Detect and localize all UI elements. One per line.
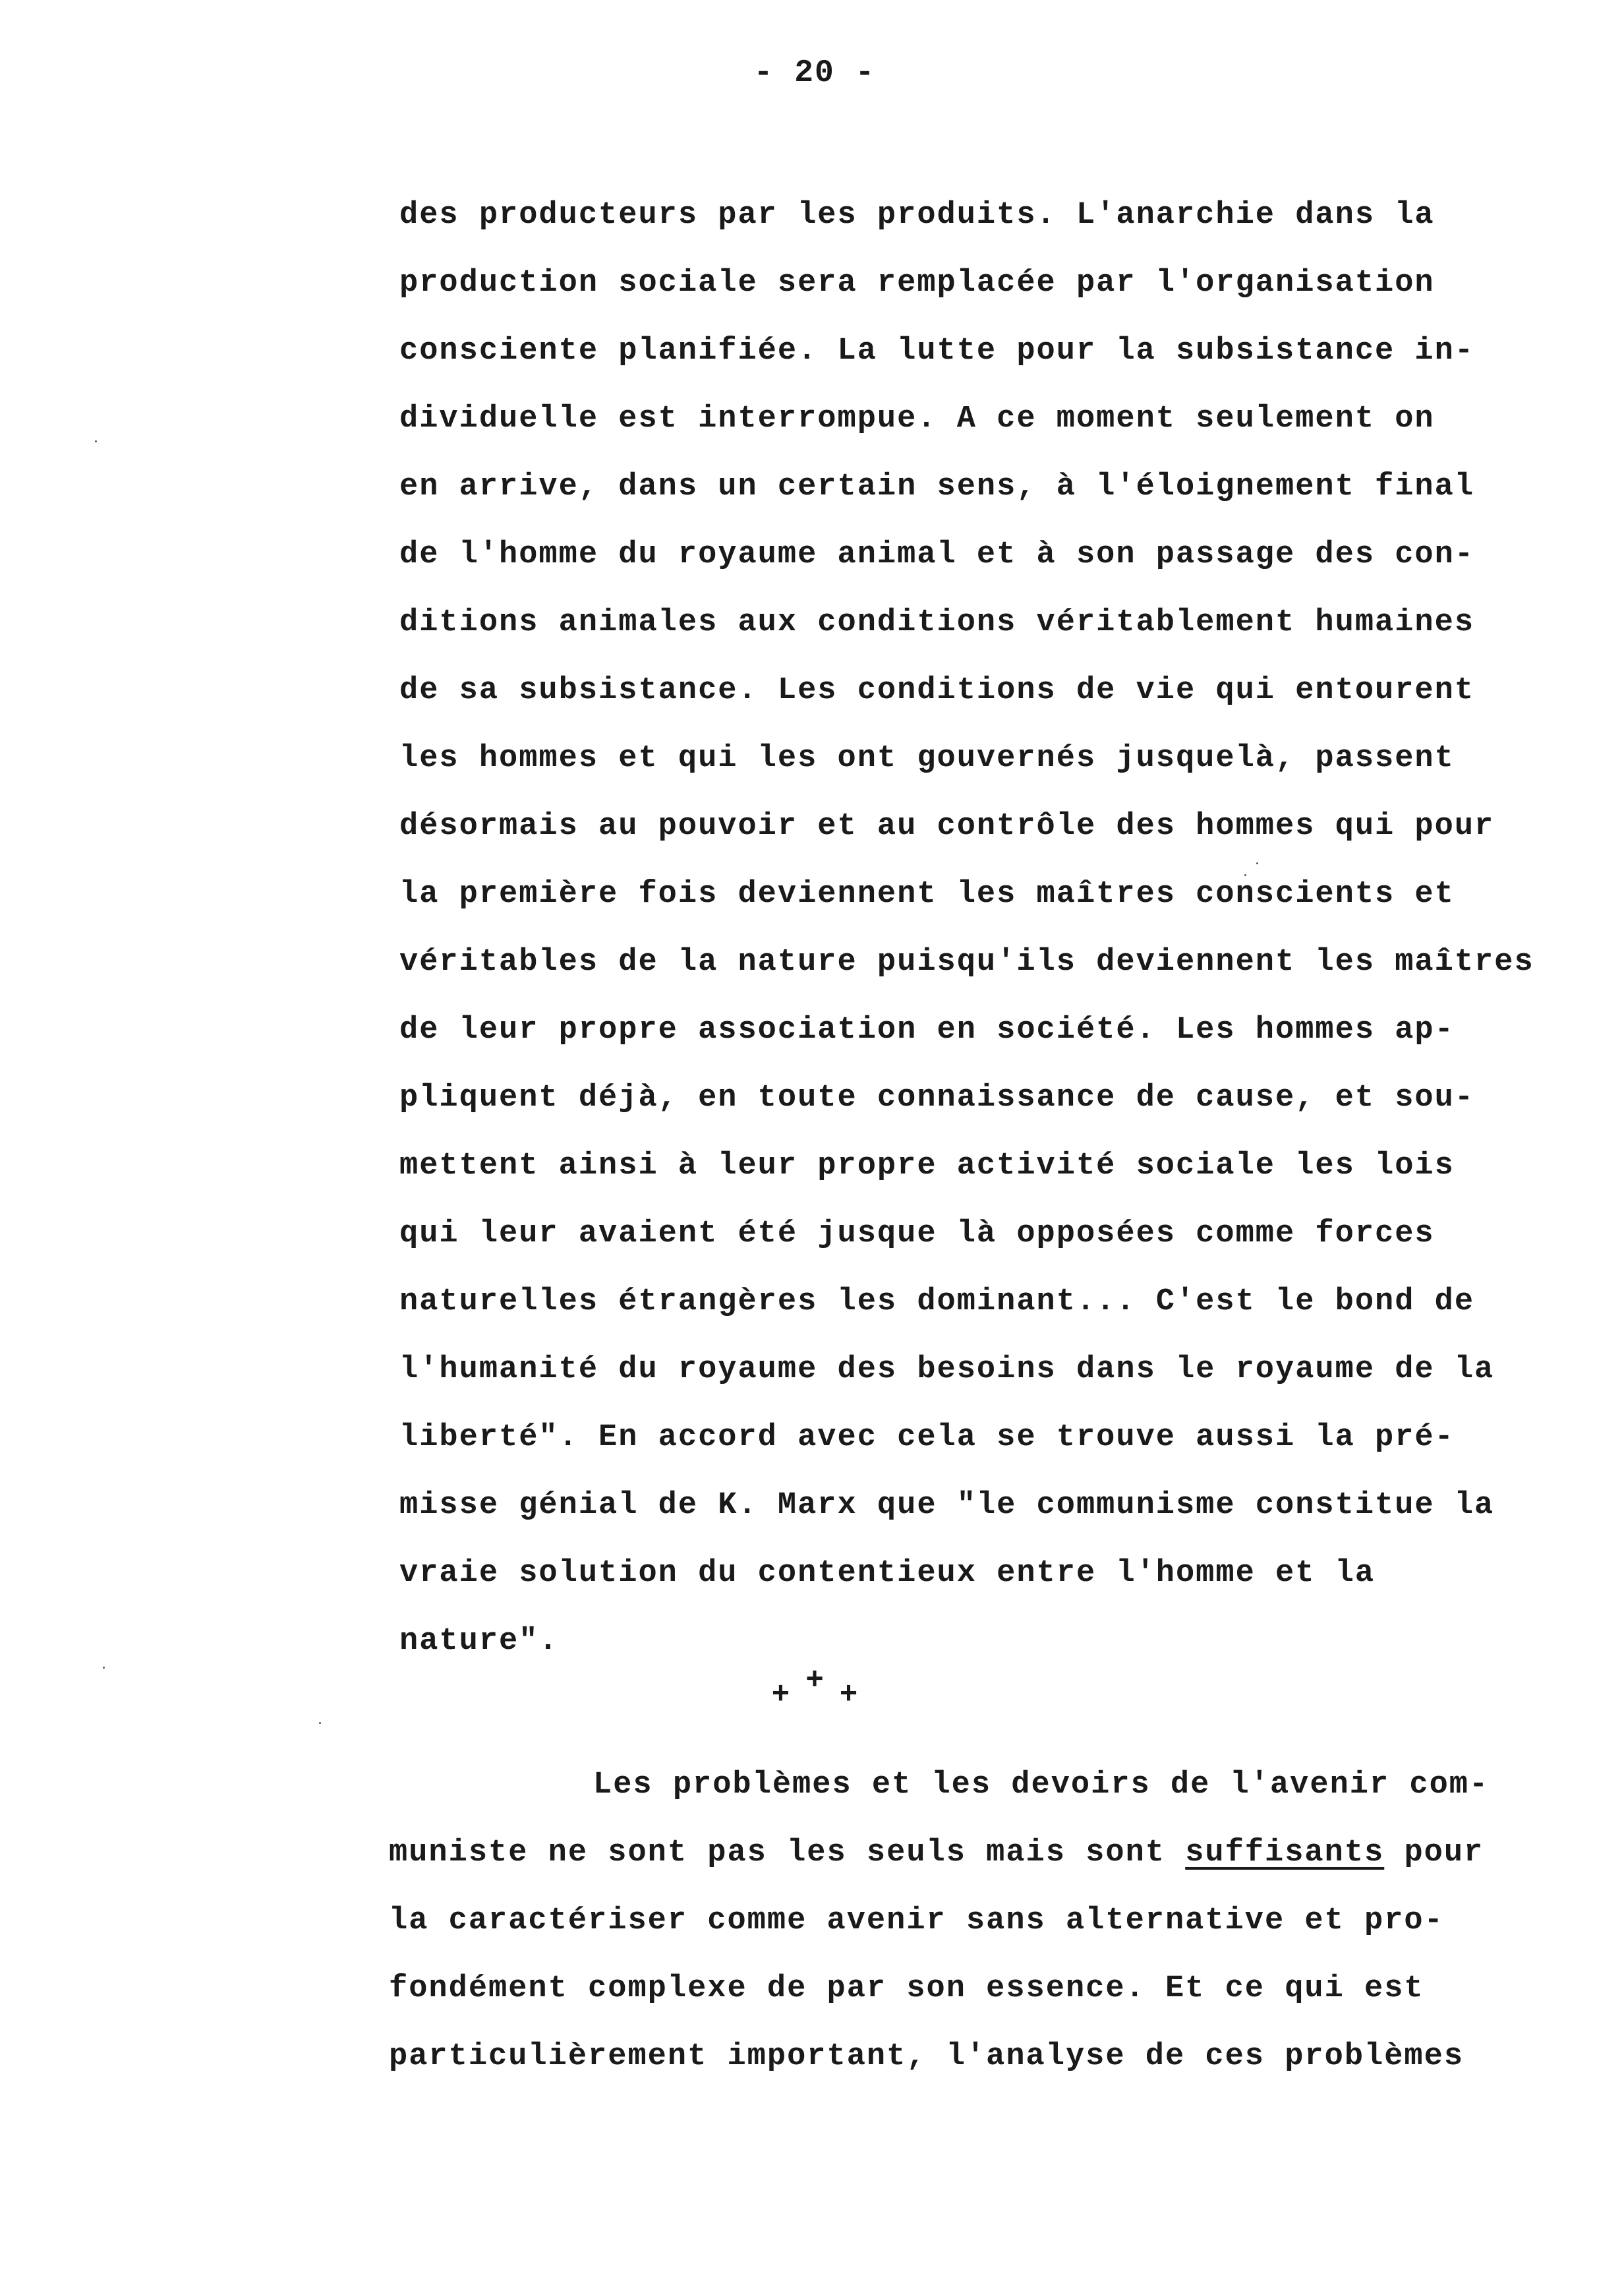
text-line: naturelles étrangères les dominant... C'est le bond de <box>399 1284 1475 1319</box>
text-line: véritables de la nature puisqu'ils deviennent les maîtres <box>399 945 1534 980</box>
scan-speck <box>1244 874 1246 876</box>
separator-mark: + <box>805 1663 824 1698</box>
text-line: mettent ainsi à leur propre activité sociale les lois <box>399 1148 1455 1183</box>
text-line <box>389 1837 1484 1868</box>
text-line: nature". <box>399 1624 559 1659</box>
text-line: production sociale sera remplacée par l'organisation <box>399 266 1435 301</box>
text-line: Les problèmes et les devoirs de l'avenir com- <box>593 1768 1490 1802</box>
text-line: la première fois deviennent les maîtres conscients et <box>399 877 1455 912</box>
text-segment: muniste ne sont pas les seuls mais sont <box>389 1835 1186 1870</box>
text-line: l'humanité du royaume des besoins dans le royaume de la <box>399 1352 1495 1387</box>
text-line: fondément complexe de par son essence. Et ce qui est <box>389 1971 1424 2006</box>
text-line: en arrive, dans un certain sens, à l'éloignement final <box>399 469 1475 504</box>
scan-speck <box>95 440 97 442</box>
text-line: désormais au pouvoir et au contrôle des hommes qui pour <box>399 809 1495 844</box>
text-line: consciente planifiée. La lutte pour la subsistance in- <box>399 334 1475 369</box>
scan-speck <box>319 1722 321 1724</box>
text-line: vraie solution du contentieux entre l'homme et la <box>399 1556 1376 1591</box>
text-line: particulièrement important, l'analyse de ces problèmes <box>389 2039 1464 2074</box>
text-line: misse génial de K. Marx que "le communisme constitue la <box>399 1488 1495 1523</box>
text-line: de l'homme du royaume animal et à son passage des con- <box>399 537 1475 572</box>
section-separator <box>749 1663 881 1712</box>
page-number: - 20 - <box>753 55 876 91</box>
text-line: qui leur avaient été jusque là opposées comme forces <box>399 1216 1435 1251</box>
scan-speck <box>103 1667 105 1669</box>
text-line: des producteurs par les produits. L'anarchie dans la <box>399 198 1435 233</box>
separator-mark: + <box>839 1678 858 1712</box>
text-line: la caractériser comme avenir sans alternative et pro- <box>389 1903 1444 1938</box>
separator-mark: + <box>771 1678 790 1712</box>
text-line: de sa subsistance. Les conditions de vie qui entourent <box>399 673 1475 708</box>
text-segment: pour <box>1384 1835 1484 1870</box>
text-line: ditions animales aux conditions véritablement humaines <box>399 605 1475 640</box>
text-line: dividuelle est interrompue. A ce moment seulement on <box>399 401 1435 436</box>
text-line: pliquent déjà, en toute connaissance de cause, et sou- <box>399 1081 1475 1115</box>
scan-speck <box>1256 862 1258 864</box>
text-line: de leur propre association en société. Les hommes ap- <box>399 1013 1455 1048</box>
underlined-word: suffisants <box>1185 1835 1385 1870</box>
text-line: les hommes et qui les ont gouvernés jusquelà, passent <box>399 741 1455 776</box>
text-line: liberté". En accord avec cela se trouve aussi la pré- <box>399 1420 1455 1455</box>
